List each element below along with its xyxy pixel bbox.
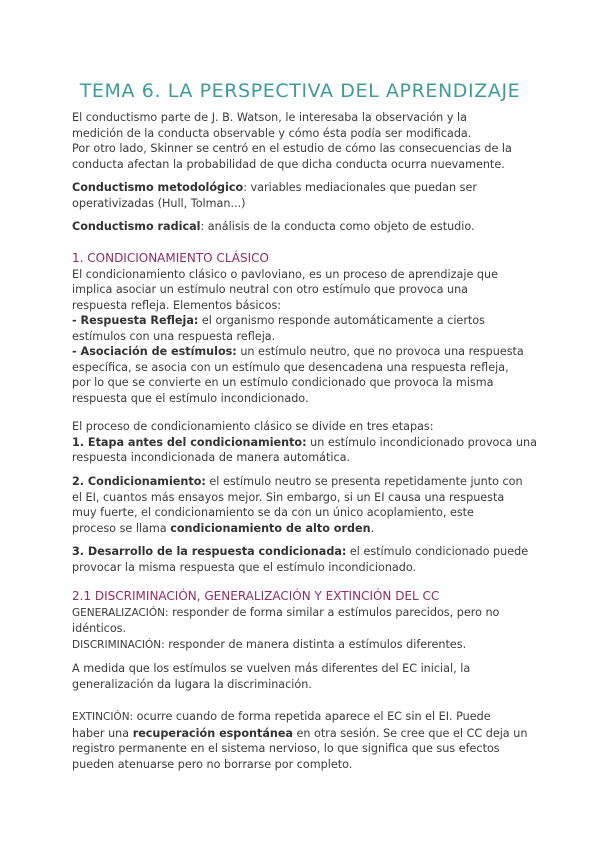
text-line: respuesta incondicionada de manera automática.: [72, 451, 351, 464]
text-line: El proceso de condicionamiento clásico se divide en tres etapas:: [72, 420, 434, 433]
text-line: registro permanente en el sistema nervioso, lo que significa que sus efectos: [72, 742, 500, 755]
text-line: estímulos con una respuesta refleja.: [72, 329, 276, 343]
extinction-paragraph: [72, 709, 542, 772]
bold-term: condicionamiento de alto orden: [170, 521, 371, 535]
generalization-paragraph: [72, 661, 542, 692]
text-line: [72, 474, 542, 490]
text-line: [72, 219, 542, 235]
page-title: TEMA 6. LA PERSPECTIVA DEL APRENDIZAJE: [79, 80, 521, 102]
item-label: - Respuesta Refleja:: [72, 314, 199, 327]
text-line: por lo que se convierte en un estímulo condicionado que provoca la misma: [72, 376, 494, 389]
term-text: ocurre cuando de forma repetida aparece el EC sin el EI. Puede: [133, 710, 491, 723]
text-line: [72, 544, 542, 560]
stages-paragraph: [72, 419, 542, 466]
text-line: [72, 521, 542, 537]
item-label: - Asociación de estímulos:: [72, 345, 237, 358]
text-line: A medida que los estímulos se vuelven más diferentes del EC inicial, la: [72, 662, 471, 675]
term-text: : variables mediacionales que puedan ser: [243, 181, 477, 194]
stage-label: 3. Desarrollo de la respuesta condicionada:: [72, 545, 347, 558]
term-label: Conductismo radical: [72, 220, 201, 233]
term-label: GENERALIZACIÓN:: [72, 606, 169, 619]
stage-text: el estímulo condicionado puede: [346, 545, 529, 558]
text-line: respuesta que el estímulo incondicionado.: [72, 391, 309, 405]
stage-label: 2. Condicionamiento:: [72, 475, 206, 488]
text-line: específica, se asocia con un estímulo que desencadena una respuesta refleja,: [72, 360, 509, 374]
text-line: [72, 709, 542, 726]
item-text: el organismo responde automáticamente a ciertos: [198, 314, 485, 327]
stage-text: el estímulo neutro se presenta repetidamente junto con: [205, 475, 523, 488]
term-label: DISCRIMINACIÓN:: [72, 638, 165, 651]
stage-text: un estímulo incondicionado provoca una: [306, 435, 538, 449]
text-line: respuesta refleja. Elementos básicos:: [72, 298, 282, 312]
term-text: en otra sesión. Se cree que el CC deja un: [292, 726, 528, 740]
text-line: [72, 180, 542, 196]
stage-text: proceso se llama: [72, 521, 171, 535]
text-line: idénticos.: [72, 622, 127, 635]
stage-3-paragraph: [72, 544, 542, 575]
text-line: El conductismo parte de J. B. Watson, le interesaba la observación y la: [72, 111, 467, 124]
text-line: [72, 637, 542, 654]
text-line: El condicionamiento clásico o pavloviano, es un proceso de aprendizaje que: [72, 267, 498, 281]
text-line: [72, 435, 542, 451]
text-line: [72, 344, 542, 360]
text-line: generalización da lugara la discriminación.: [72, 677, 312, 691]
text-line: medición de la conducta observable y cómo ésta podía ser modificada.: [72, 126, 472, 140]
text-line: provocar la misma respuesta que el estímulo incondicionado.: [72, 560, 417, 574]
term-text: responder de manera distinta a estímulos diferentes.: [164, 637, 467, 651]
term-text: : análisis de la conducta como objeto de estudio.: [200, 220, 475, 233]
text-line: conducta afectan la probabilidad de que dicha conducta ocurra nuevamente.: [72, 157, 505, 171]
term-text: responder de forma similar a estímulos parecidos, pero no: [168, 605, 500, 619]
text-line: implica asociar un estímulo neutral con otro estímulo que provoca una: [72, 283, 469, 296]
text-line: el EI, cuantos más ensayos mejor. Sin embargo, si un EI causa una respuesta: [72, 490, 505, 504]
item-text: un estímulo neutro, que no provoca una respuesta: [236, 345, 524, 358]
intro-paragraph: [72, 110, 542, 172]
section-2-1: [72, 589, 542, 653]
text-line: pueden atenuarse pero no borrarse por completo.: [72, 757, 353, 771]
section-heading: 1. CONDICIONAMIENTO CLÁSICO: [72, 251, 269, 265]
stage-text: .: [370, 521, 375, 535]
term-label: EXTINCIÓN:: [72, 711, 134, 723]
text-line: [72, 605, 542, 622]
text-line: Por otro lado, Skinner se centró en el estudio de cómo las consecuencias de la: [72, 142, 512, 155]
metodologico-paragraph: [72, 180, 542, 211]
term-text: haber una: [72, 726, 133, 740]
section-1: [72, 251, 542, 406]
stage-2-paragraph: [72, 474, 542, 536]
text-line: [72, 313, 542, 329]
bold-term: recuperación espontánea: [132, 726, 293, 740]
term-label: Conductismo metodológico: [72, 181, 244, 194]
text-line: operativizadas (Hull, Tolman...): [72, 196, 246, 210]
text-line: muy fuerte, el condicionamiento se da con un único acoplamiento, este: [72, 506, 474, 519]
text-line: [72, 726, 542, 742]
radical-paragraph: [72, 219, 542, 235]
stage-label: 1. Etapa antes del condicionamiento:: [72, 435, 307, 449]
section-heading: 2.1 DISCRIMINACIÓN, GENERALIZACIÓN Y EXTINCIÓN DEL CC: [72, 589, 440, 603]
